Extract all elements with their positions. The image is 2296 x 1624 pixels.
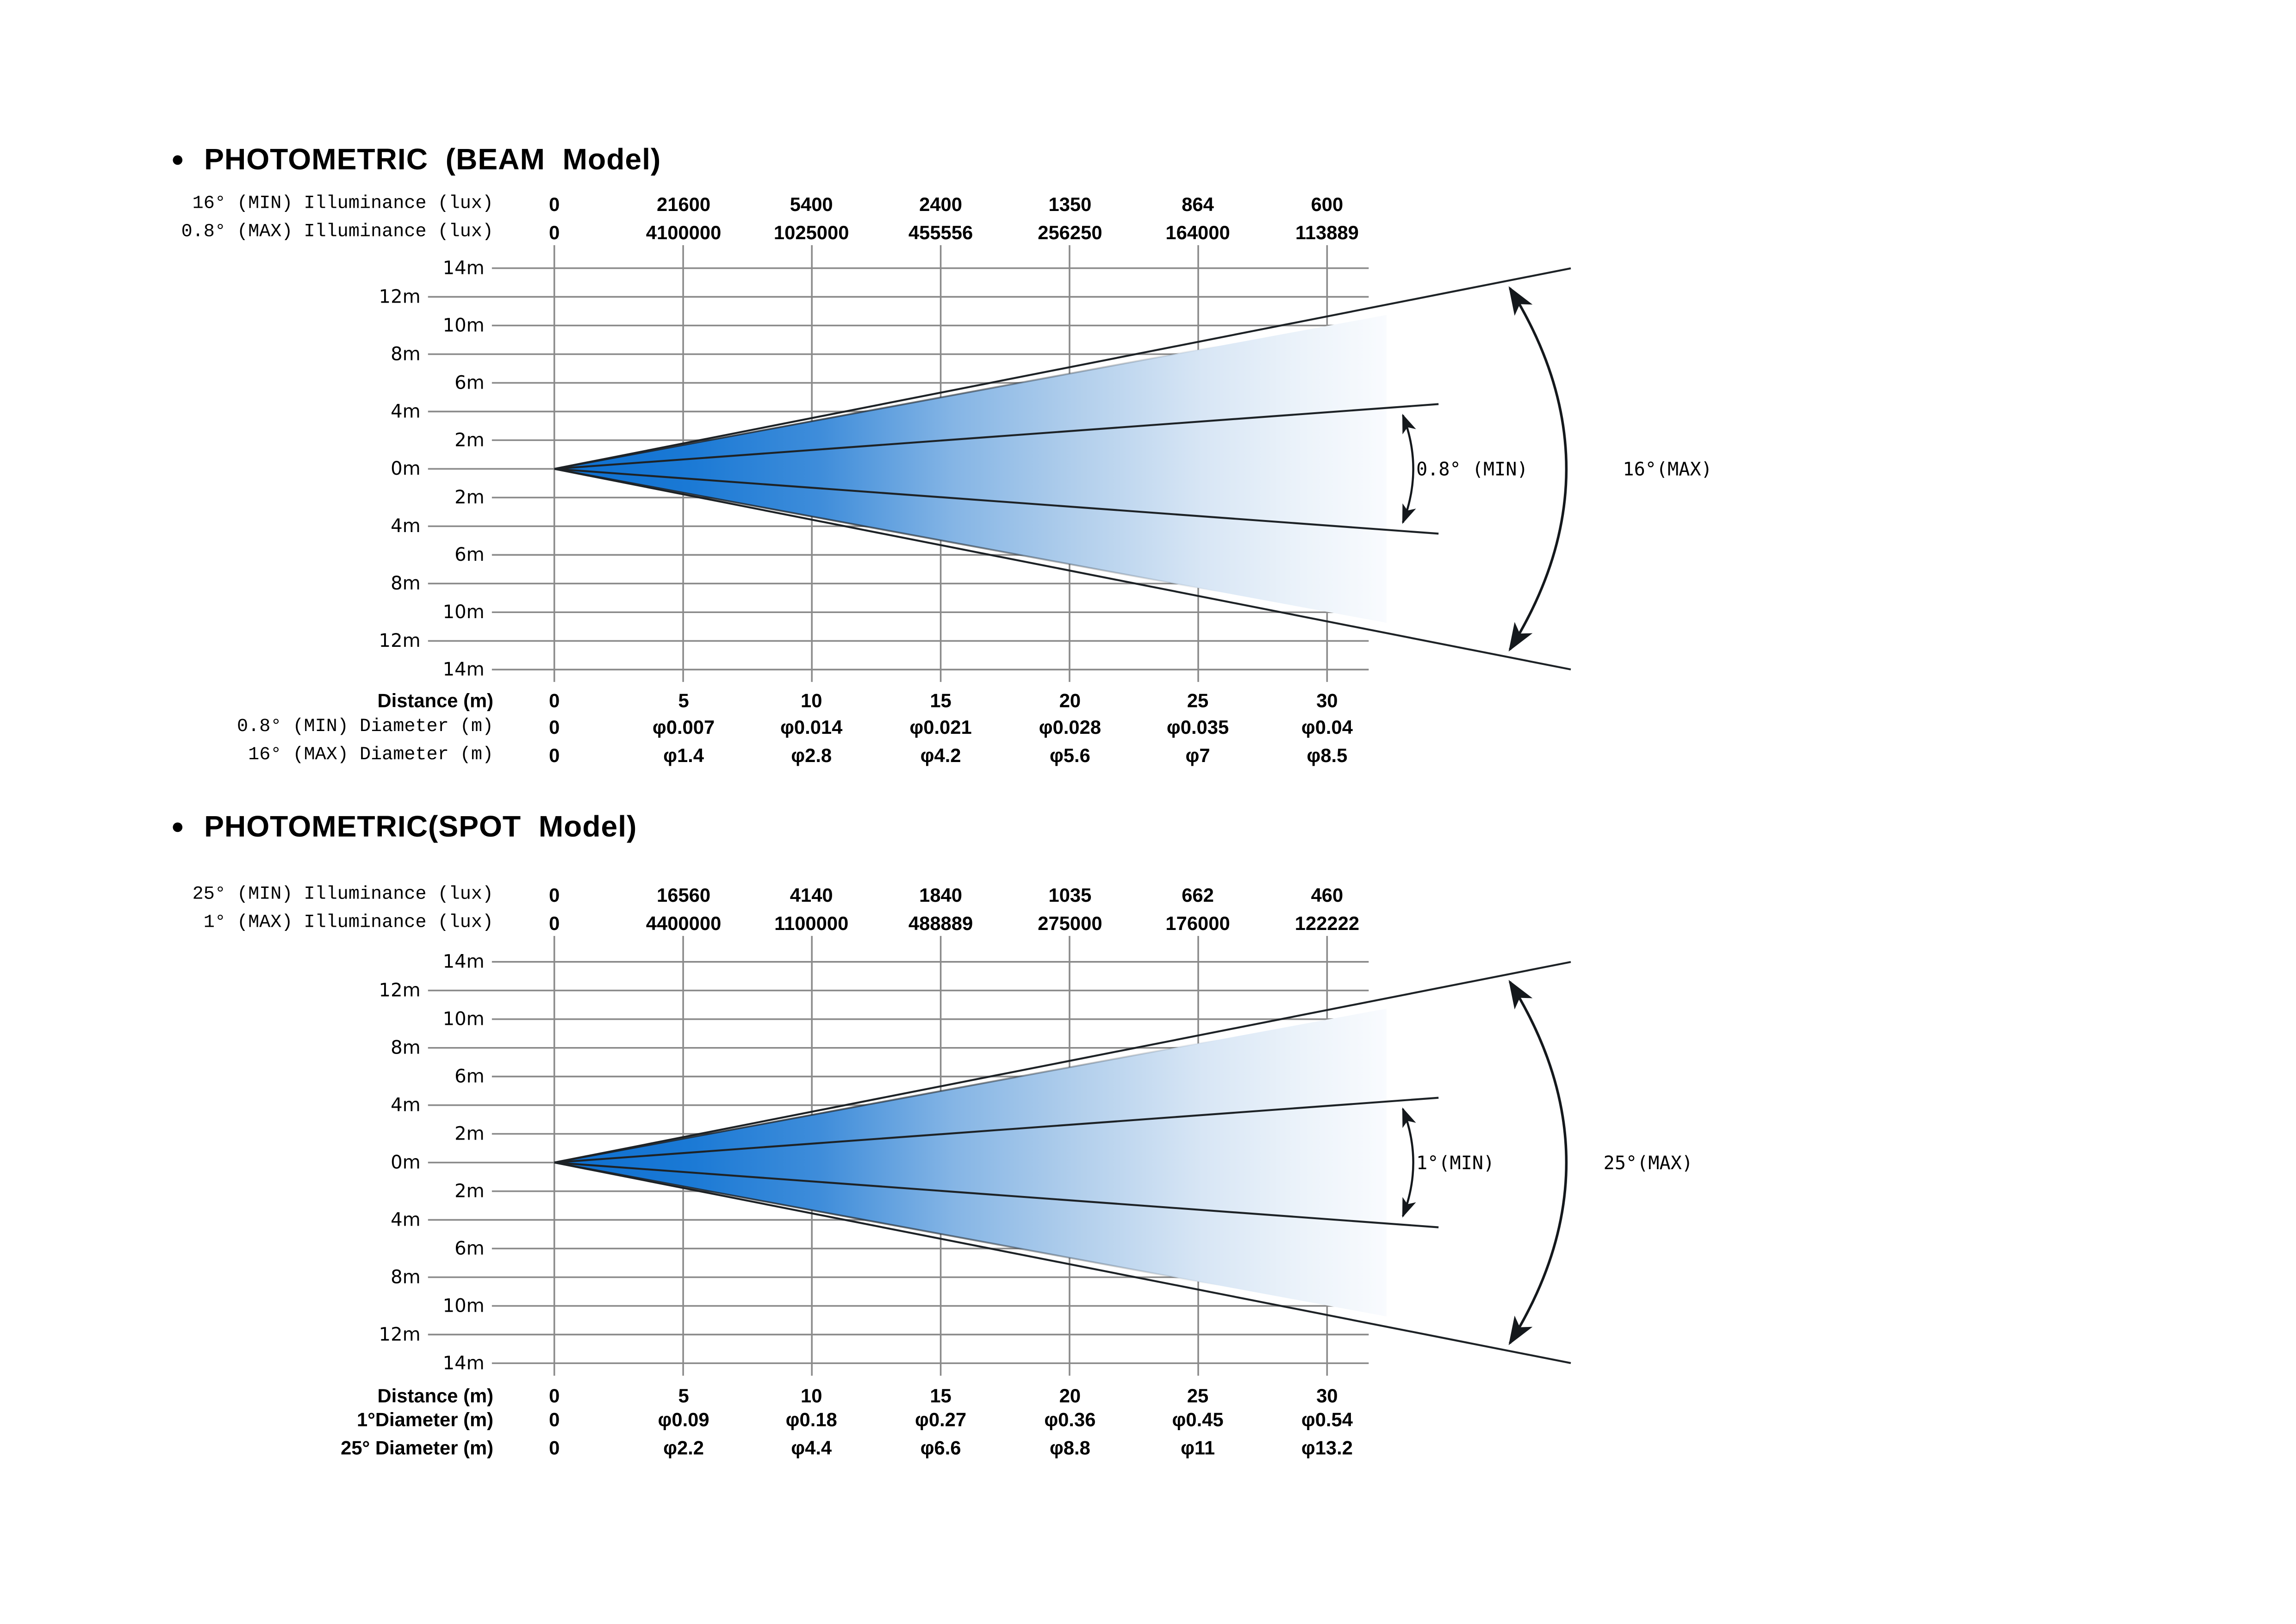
value-cell: φ0.36 <box>1044 1408 1096 1431</box>
value-cell: φ4.4 <box>791 1436 832 1458</box>
value-cell: 1350 <box>1048 192 1092 215</box>
value-cell: 20 <box>1059 689 1081 712</box>
value-cell: 25 <box>1187 1384 1209 1407</box>
beam-illuminance-min-row <box>0 191 2296 217</box>
value-cell: 1840 <box>919 883 962 906</box>
y-axis-label: 12m <box>379 1324 421 1345</box>
value-cell: 122222 <box>1294 912 1360 935</box>
spot-cone <box>554 1009 1387 1316</box>
value-cell: 30 <box>1316 1384 1338 1407</box>
beam-min-angle-arc <box>1403 415 1413 522</box>
value-cell: 864 <box>1182 192 1214 215</box>
row-label: 0.8° (MAX) Illuminance (lux) <box>181 220 494 242</box>
value-cell: 0 <box>549 1384 560 1407</box>
value-cell: φ8.5 <box>1307 744 1348 766</box>
y-axis-label: 0m <box>391 1152 421 1173</box>
beam-diameter-min-row <box>0 715 2296 741</box>
value-cell: φ2.8 <box>791 744 832 766</box>
row-label: 25° (MIN) Illuminance (lux) <box>192 883 494 904</box>
y-axis-label: 10m <box>442 1295 485 1317</box>
value-cell: 30 <box>1316 689 1338 712</box>
value-cell: φ0.09 <box>658 1408 709 1431</box>
value-cell: φ0.035 <box>1166 716 1229 739</box>
y-axis-label: 8m <box>391 573 421 595</box>
spot-title-text: PHOTOMETRIC(SPOT Model) <box>204 810 637 843</box>
value-cell: 256250 <box>1038 220 1102 243</box>
value-cell: 0 <box>549 689 560 712</box>
value-cell: 5 <box>678 689 689 712</box>
y-axis-label: 6m <box>454 372 485 394</box>
row-label: 1° (MAX) Illuminance (lux) <box>203 912 494 933</box>
y-axis-label: 12m <box>379 286 421 308</box>
spot-max-angle-arc <box>1510 982 1566 1343</box>
value-cell: 1035 <box>1048 883 1092 906</box>
value-cell: 1100000 <box>774 912 849 935</box>
value-cell: φ0.27 <box>915 1408 967 1431</box>
y-axis-label: 14m <box>442 1352 485 1374</box>
beam-illuminance-max-row <box>0 219 2296 245</box>
value-cell: 4140 <box>790 883 833 906</box>
value-cell: 0 <box>549 716 560 739</box>
y-axis-label: 6m <box>454 544 485 566</box>
value-cell: 0 <box>549 192 560 215</box>
value-cell: 15 <box>930 689 952 712</box>
value-cell: 600 <box>1311 192 1344 215</box>
y-axis-label: 10m <box>442 315 485 336</box>
row-label: 16° (MAX) Diameter (m) <box>248 744 494 765</box>
value-cell: 0 <box>549 1436 560 1458</box>
spot-illuminance-min-row <box>0 882 2296 907</box>
value-cell: φ5.6 <box>1049 744 1090 766</box>
y-axis-label: 2m <box>454 429 485 451</box>
value-cell: φ7 <box>1185 744 1210 766</box>
beam-chart-graphic <box>379 245 1712 682</box>
y-axis-label: 12m <box>379 630 421 652</box>
row-label: 0.8° (MIN) Diameter (m) <box>237 716 494 738</box>
beam-distance-row <box>0 688 2296 713</box>
spot-diameter-max-row <box>0 1435 2296 1460</box>
value-cell: 0 <box>549 912 560 935</box>
value-cell: φ0.04 <box>1301 716 1353 739</box>
y-axis-label: 4m <box>391 515 421 537</box>
value-cell: 2400 <box>919 192 962 215</box>
y-axis-label: 4m <box>391 1094 421 1116</box>
y-axis-label: 2m <box>454 1123 485 1145</box>
spot-min-angle-label: 1°(MIN) <box>1416 1153 1495 1174</box>
value-cell: φ4.2 <box>920 744 961 766</box>
bullet-icon: ● <box>171 814 185 840</box>
value-cell: 5400 <box>790 192 833 215</box>
value-cell: 0 <box>549 1408 560 1431</box>
beam-diameter-max-row <box>0 742 2296 768</box>
value-cell: 1025000 <box>773 220 849 243</box>
beam-min-angle-label: 0.8° (MIN) <box>1416 459 1528 480</box>
y-axis-label: 14m <box>442 951 485 973</box>
value-cell: 15 <box>930 1384 952 1407</box>
row-label: Distance (m) <box>377 1384 494 1407</box>
bullet-icon: ● <box>171 147 185 173</box>
value-cell: 10 <box>800 1384 822 1407</box>
y-axis-label: 6m <box>454 1238 485 1259</box>
value-cell: φ0.028 <box>1039 716 1101 739</box>
value-cell: φ0.45 <box>1172 1408 1224 1431</box>
value-cell: φ0.54 <box>1301 1408 1353 1431</box>
value-cell: 0 <box>549 883 560 906</box>
row-label: 16° (MIN) Illuminance (lux) <box>192 192 494 213</box>
value-cell: 113889 <box>1295 220 1359 243</box>
value-cell: φ8.8 <box>1049 1436 1090 1458</box>
beam-max-angle-label: 16°(MAX) <box>1623 459 1712 480</box>
row-label: Distance (m) <box>377 689 494 712</box>
y-axis-label: 8m <box>391 1037 421 1059</box>
y-axis-label: 10m <box>442 601 485 623</box>
beam-title <box>171 143 661 178</box>
y-axis-label: 12m <box>379 979 421 1001</box>
value-cell: 20 <box>1059 1384 1081 1407</box>
y-axis-label: 4m <box>391 1209 421 1231</box>
spot-max-angle-label: 25°(MAX) <box>1603 1153 1693 1174</box>
value-cell: φ0.021 <box>909 716 972 739</box>
value-cell: 25 <box>1187 689 1209 712</box>
beam-title-text: PHOTOMETRIC (BEAM Model) <box>204 143 661 176</box>
value-cell: 4100000 <box>646 220 722 243</box>
value-cell: 275000 <box>1038 912 1102 935</box>
value-cell: 5 <box>678 1384 689 1407</box>
y-axis-label: 2m <box>454 1180 485 1202</box>
value-cell: φ2.2 <box>663 1436 704 1458</box>
y-axis-label: 8m <box>391 1266 421 1288</box>
y-axis-label: 14m <box>442 659 485 681</box>
beam-cone <box>554 315 1387 623</box>
y-axis-label: 0m <box>391 458 421 480</box>
value-cell: 0 <box>549 220 560 243</box>
value-cell: 21600 <box>657 192 711 215</box>
row-label: 25° Diameter (m) <box>341 1436 494 1458</box>
y-axis-label: 2m <box>454 487 485 508</box>
y-axis-label: 14m <box>442 257 485 279</box>
value-cell: φ0.18 <box>785 1408 837 1431</box>
y-axis-label: 4m <box>391 401 421 422</box>
y-axis-label: 10m <box>442 1008 485 1030</box>
value-cell: 0 <box>549 744 560 766</box>
value-cell: φ1.4 <box>663 744 704 766</box>
spot-distance-row <box>0 1382 2296 1408</box>
value-cell: 164000 <box>1165 220 1230 243</box>
spot-diameter-min-row <box>0 1407 2296 1432</box>
spot-chart-graphic <box>379 936 1693 1376</box>
spot-illuminance-max-row <box>0 911 2296 936</box>
value-cell: 488889 <box>908 912 973 935</box>
value-cell: φ11 <box>1181 1436 1215 1458</box>
value-cell: φ0.014 <box>780 716 843 739</box>
spot-min-angle-arc <box>1403 1109 1413 1216</box>
value-cell: φ6.6 <box>920 1436 961 1458</box>
spot-title <box>171 810 637 845</box>
y-axis-label: 6m <box>454 1066 485 1087</box>
value-cell: 662 <box>1182 883 1214 906</box>
value-cell: φ13.2 <box>1301 1436 1353 1458</box>
value-cell: 455556 <box>908 220 973 243</box>
value-cell: 16560 <box>657 883 711 906</box>
row-label: 1°Diameter (m) <box>356 1408 494 1431</box>
value-cell: 4400000 <box>646 912 722 935</box>
value-cell: 460 <box>1311 883 1344 906</box>
value-cell: 176000 <box>1165 912 1230 935</box>
value-cell: φ0.007 <box>652 716 715 739</box>
y-axis-label: 8m <box>391 343 421 365</box>
value-cell: 10 <box>800 689 822 712</box>
